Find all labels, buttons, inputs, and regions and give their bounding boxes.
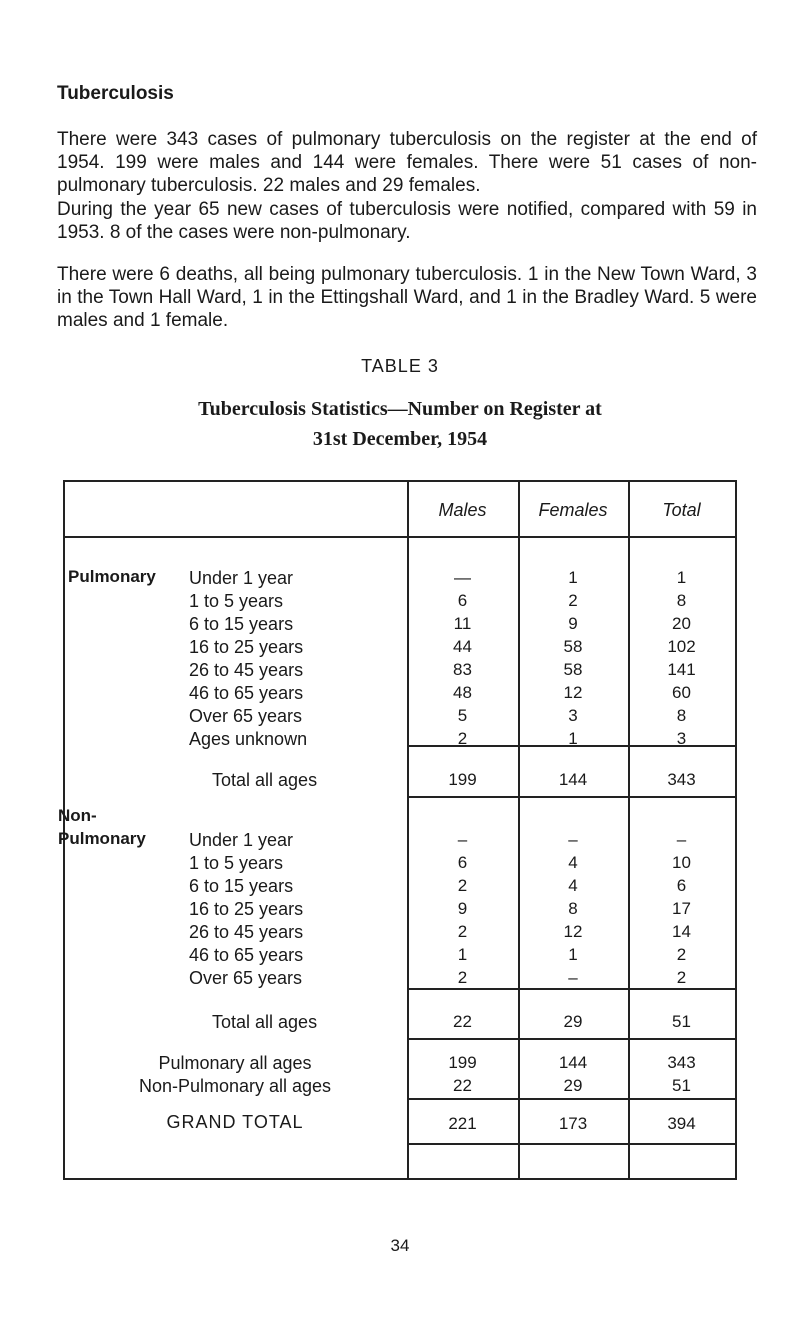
males-value: — — [454, 568, 471, 587]
table-title-line2: 31st December, 1954 — [312, 428, 488, 450]
females-value: – — [568, 968, 578, 987]
females-value: 3 — [568, 706, 578, 725]
females-value: 58 — [563, 660, 583, 679]
table-label: TABLE 3 — [361, 356, 439, 376]
males-value: 199 — [448, 770, 477, 789]
age-group-label: Over 65 years — [189, 706, 303, 726]
column-header-total: Total — [662, 500, 701, 520]
females-value: 8 — [568, 899, 578, 918]
females-value: 144 — [558, 770, 588, 789]
total-value: 51 — [672, 1076, 691, 1095]
total-value: 2 — [676, 968, 687, 987]
table-title-line1: Tuberculosis Statistics—Number on Register at — [198, 398, 602, 420]
age-group-label: 6 to 15 years — [189, 614, 294, 634]
males-value: 83 — [453, 660, 472, 679]
summary-label: Non-Pulmonary all ages — [138, 1076, 332, 1096]
age-group-label: 26 to 45 years — [189, 660, 304, 680]
grand-total-label: GRAND TOTAL — [166, 1112, 304, 1132]
age-group-label: Under 1 year — [189, 830, 294, 850]
paragraph-register: There were 343 cases of pulmonary tuberculosis on the register at the end of 1954. 199 were males and 144 were females. There were 51 cases of non-pulmonary tuberculosis. 22 males and 29 females. — [57, 129, 757, 196]
section-label-pulmonary: Pulmonary — [68, 567, 156, 586]
age-group-label: 26 to 45 years — [189, 922, 304, 942]
age-group-label: 46 to 65 years — [189, 945, 304, 965]
total-value: – — [676, 830, 687, 849]
total-value: 102 — [667, 637, 696, 656]
females-value: 1 — [568, 568, 578, 587]
males-value: 22 — [453, 1076, 472, 1095]
total-value: 3 — [676, 729, 687, 748]
females-value: 1 — [568, 729, 578, 748]
total-value: 1 — [676, 568, 687, 587]
section-label-non-pulmonary-1: Non- — [58, 806, 97, 825]
males-value: 2 — [457, 876, 468, 895]
males-value: 44 — [453, 637, 472, 656]
total-value: 17 — [672, 899, 691, 918]
total-value: 10 — [672, 853, 691, 872]
table-border-bottom — [63, 1178, 737, 1180]
females-value: 58 — [563, 637, 583, 656]
section-label-non-pulmonary-2: Pulmonary — [58, 829, 146, 848]
males-value: 1 — [457, 945, 468, 964]
total-value: 8 — [676, 706, 687, 725]
column-header-males: Males — [438, 500, 487, 520]
paragraph-deaths: There were 6 deaths, all being pulmonary tuberculosis. 1 in the New Town Ward, 3 in the Town Hall Ward, 1 in the Ettingshall Ward, and 1 in the Bradley Ward. 5 were males and 1 female. — [57, 264, 757, 331]
age-group-label: Over 65 years — [189, 968, 303, 988]
females-value: 12 — [563, 922, 583, 941]
females-value: 29 — [563, 1012, 583, 1031]
paragraph-new-cases: During the year 65 new cases of tuberculosis were notified, compared with 59 in 1953. 8 of the cases were non-pulmonary. — [57, 199, 757, 243]
females-value: 1 — [568, 945, 578, 964]
males-value: 199 — [448, 1053, 477, 1072]
age-group-label: Ages unknown — [189, 729, 308, 749]
males-value: 2 — [457, 968, 468, 987]
males-value: – — [457, 830, 468, 849]
total-value: 8 — [676, 591, 687, 610]
males-value: 5 — [457, 706, 468, 725]
total-value: 14 — [672, 922, 691, 941]
females-value: 144 — [558, 1053, 588, 1072]
total-value: 141 — [667, 660, 696, 679]
total-value: 343 — [667, 770, 696, 789]
statistics-table — [58, 480, 737, 1180]
males-value: 48 — [453, 683, 472, 702]
subtotal-rule — [407, 1098, 737, 1100]
females-value: 4 — [568, 876, 578, 895]
males-value: 9 — [457, 899, 468, 918]
page-number: 34 — [390, 1236, 410, 1255]
table-border-top — [63, 480, 737, 482]
total-value: 60 — [672, 683, 691, 702]
age-group-label: 46 to 65 years — [189, 683, 304, 703]
males-value: 2 — [457, 922, 468, 941]
males-value: 2 — [457, 729, 468, 748]
subtotal-rule — [407, 796, 737, 798]
summary-label: Pulmonary all ages — [158, 1053, 312, 1073]
females-value: 2 — [568, 591, 578, 610]
table-border-right — [735, 480, 737, 1180]
total-value: 20 — [672, 614, 691, 633]
females-value: 4 — [568, 853, 578, 872]
subtotal-rule — [407, 1038, 737, 1040]
females-value: 9 — [568, 614, 578, 633]
females-value: 173 — [558, 1114, 588, 1133]
total-value: 343 — [667, 1053, 696, 1072]
males-value: 221 — [448, 1114, 477, 1133]
section-heading: Tuberculosis — [57, 83, 174, 104]
males-value: 6 — [457, 853, 468, 872]
age-group-label: 1 to 5 years — [189, 591, 284, 611]
age-group-label: 1 to 5 years — [189, 853, 284, 873]
males-value: 22 — [453, 1012, 472, 1031]
total-value: 394 — [667, 1114, 696, 1133]
age-group-label: 16 to 25 years — [189, 637, 304, 657]
total-all-ages-label: Total all ages — [212, 1012, 318, 1032]
total-value: 6 — [676, 876, 687, 895]
females-value: 12 — [563, 683, 583, 702]
age-group-label: 16 to 25 years — [189, 899, 304, 919]
total-all-ages-label: Total all ages — [212, 770, 318, 790]
column-header-females: Females — [538, 500, 608, 520]
males-value: 11 — [453, 614, 472, 633]
females-value: – — [568, 830, 578, 849]
females-value: 29 — [563, 1076, 583, 1095]
subtotal-rule — [407, 1143, 737, 1145]
males-value: 6 — [457, 591, 468, 610]
total-value: 2 — [676, 945, 687, 964]
age-group-label: 6 to 15 years — [189, 876, 294, 896]
age-group-label: Under 1 year — [189, 568, 294, 588]
header-rule — [63, 536, 737, 538]
total-value: 51 — [672, 1012, 691, 1031]
